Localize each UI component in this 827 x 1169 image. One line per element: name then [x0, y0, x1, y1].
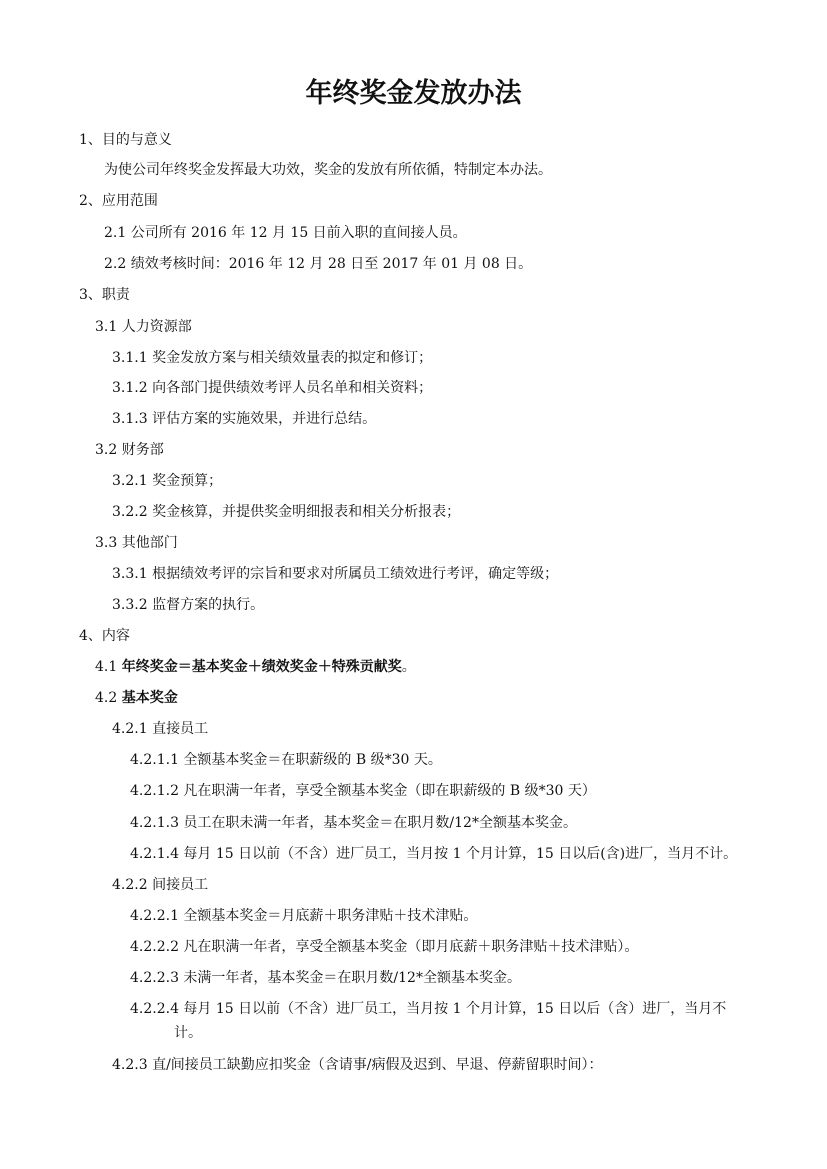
section-4-heading: 4、内容 — [79, 628, 130, 644]
item-4-2-2-2: 4.2.2.2 凡在职满一年者，享受全额基本奖金（即月底薪＋职务津贴＋技术津贴）。 — [130, 939, 639, 955]
item-4-1-tail: 。 — [401, 659, 416, 675]
item-4-2-2: 4.2.2 间接员工 — [112, 877, 209, 893]
item-3-3-2: 3.3.2 监督方案的执行。 — [112, 597, 265, 613]
item-4-2-3: 4.2.3 直/间接员工缺勤应扣奖金（含请事/病假及迟到、早退、停薪留职时间）： — [112, 1057, 603, 1073]
item-4-2-1-4: 4.2.1.4 每月 15 日以前（不含）进厂员工，当月按 1 个月计算，15 日以后(含)进厂，当月不计。 — [130, 846, 738, 862]
item-4-2 — [95, 688, 178, 708]
item-3-1-2: 3.1.2 向各部门提供绩效考评人员名单和相关资料； — [112, 380, 433, 396]
item-4-1-formula: 年终奖金＝基本奖金＋绩效奖金＋特殊贡献奖 — [121, 659, 402, 675]
section-2-heading: 2、应用范围 — [79, 193, 158, 209]
item-3-1: 3.1 人力资源部 — [95, 319, 192, 335]
section-1-paragraph: 为使公司年终奖金发挥最大功效，奖金的发放有所依循，特制定本办法。 — [104, 162, 552, 178]
item-2-1: 2.1 公司所有 2016 年 12 月 15 日前入职的直间接人员。 — [104, 225, 467, 241]
section-1-heading: 1、目的与意义 — [79, 132, 172, 148]
item-3-2: 3.2 财务部 — [95, 442, 164, 458]
item-4-2-number: 4.2 — [95, 690, 122, 706]
item-2-2: 2.2 绩效考核时间：2016 年 12 月 28 日至 2017 年 01 月 08 日。 — [104, 256, 533, 272]
item-4-2-1: 4.2.1 直接员工 — [112, 721, 209, 737]
item-4-2-2-4-continued: 计。 — [174, 1025, 202, 1041]
item-3-2-1: 3.2.1 奖金预算； — [112, 473, 223, 489]
item-3-1-1: 3.1.1 奖金发放方案与相关绩效量表的拟定和修订； — [112, 350, 433, 366]
item-3-2-2: 3.2.2 奖金核算，并提供奖金明细报表和相关分析报表； — [112, 504, 461, 520]
item-3-3-1: 3.3.1 根据绩效考评的宗旨和要求对所属员工绩效进行考评，确定等级； — [112, 566, 559, 582]
item-4-2-1-1: 4.2.1.1 全额基本奖金＝在职薪级的 B 级*30 天。 — [130, 752, 442, 768]
item-4-1-number: 4.1 — [95, 659, 122, 675]
item-4-2-2-3: 4.2.2.3 未满一年者，基本奖金＝在职月数/12*全额基本奖金。 — [130, 970, 521, 986]
item-4-1 — [95, 657, 416, 677]
document-title: 年终奖金发放办法 — [305, 78, 522, 109]
item-4-2-title: 基本奖金 — [121, 690, 178, 706]
item-4-2-1-3: 4.2.1.3 员工在职未满一年者，基本奖金＝在职月数/12*全额基本奖金。 — [130, 815, 577, 831]
item-4-2-1-2: 4.2.1.2 凡在职满一年者，享受全额基本奖金（即在职薪级的 B 级*30 天） — [130, 783, 596, 799]
item-4-2-2-4: 4.2.2.4 每月 15 日以前（不含）进厂员工，当月按 1 个月计算，15 日以后（含）进厂，当月不 — [130, 1001, 727, 1017]
item-4-2-2-1: 4.2.2.1 全额基本奖金＝月底薪＋职务津贴＋技术津贴。 — [130, 908, 478, 924]
item-3-1-3: 3.1.3 评估方案的实施效果，并进行总结。 — [112, 411, 377, 427]
section-3-heading: 3、职责 — [79, 287, 130, 303]
item-3-3: 3.3 其他部门 — [95, 535, 178, 551]
